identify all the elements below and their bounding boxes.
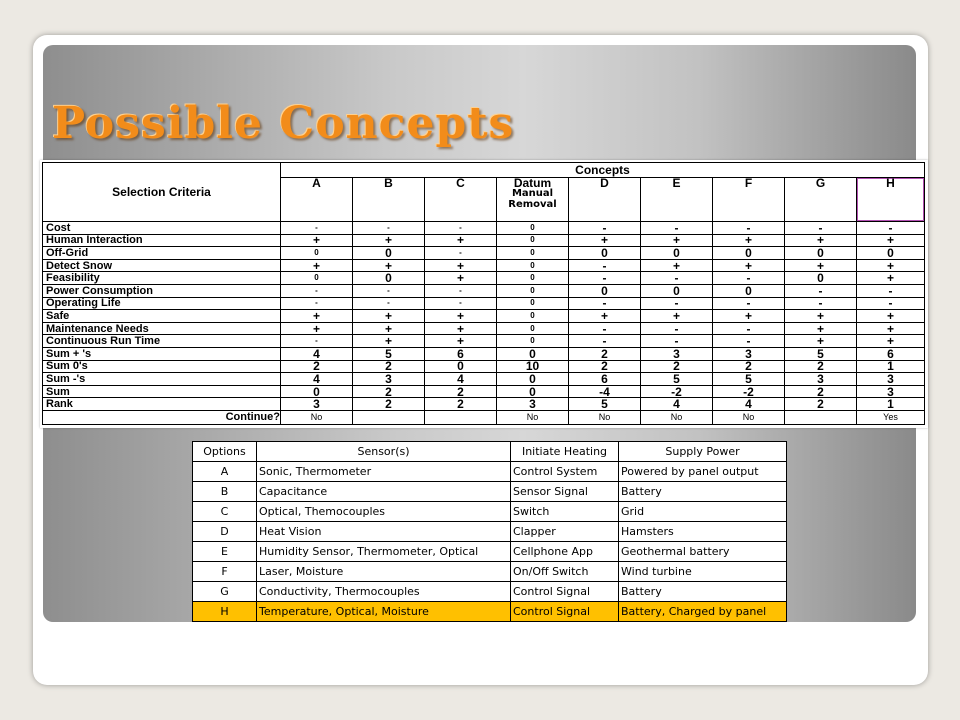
- score-cell: +: [281, 310, 353, 323]
- score-cell: -: [641, 222, 713, 235]
- option-heating: Control Signal: [511, 602, 619, 622]
- score-cell: +: [785, 335, 857, 348]
- score-cell: +: [281, 234, 353, 247]
- criterion-row: [43, 322, 925, 335]
- selection-criteria-header: Selection Criteria: [43, 163, 281, 222]
- score-cell: 0: [497, 297, 569, 310]
- score-cell: -: [569, 259, 641, 272]
- score-cell: -: [641, 322, 713, 335]
- option-power: Powered by panel output: [619, 462, 787, 482]
- concept-column-header: B: [353, 178, 425, 222]
- option-heating: Control System: [511, 462, 619, 482]
- summary-cell: 0: [425, 360, 497, 373]
- summary-cell: 2: [353, 385, 425, 398]
- summary-cell: 0: [497, 373, 569, 386]
- options-header-row: [193, 442, 787, 462]
- summary-cell: 6: [425, 347, 497, 360]
- score-cell: 0: [785, 272, 857, 285]
- criterion-row: [43, 335, 925, 348]
- score-cell: +: [785, 234, 857, 247]
- score-cell: +: [425, 322, 497, 335]
- summary-label: Sum -'s: [43, 373, 281, 386]
- continue-label: Continue?: [43, 410, 281, 424]
- score-cell: +: [425, 272, 497, 285]
- score-cell: 0: [569, 247, 641, 260]
- option-row-a: [193, 462, 787, 482]
- score-cell: -: [425, 222, 497, 235]
- concept-column-header: E: [641, 178, 713, 222]
- option-sensor: Sonic, Thermometer: [257, 462, 511, 482]
- option-heating: Control Signal: [511, 582, 619, 602]
- criterion-label: Maintenance Needs: [43, 322, 281, 335]
- continue-cell: No: [713, 410, 785, 424]
- option-row-c: [193, 502, 787, 522]
- score-cell: -: [785, 222, 857, 235]
- summary-row: [43, 398, 925, 411]
- continue-cell: [785, 410, 857, 424]
- score-cell: 0: [497, 259, 569, 272]
- score-cell: +: [353, 322, 425, 335]
- option-power: Wind turbine: [619, 562, 787, 582]
- summary-cell: 3: [713, 347, 785, 360]
- summary-cell: -2: [713, 385, 785, 398]
- score-cell: +: [641, 259, 713, 272]
- criterion-label: Safe: [43, 310, 281, 323]
- score-cell: 0: [497, 322, 569, 335]
- score-cell: +: [713, 310, 785, 323]
- summary-cell: 3: [857, 373, 925, 386]
- summary-cell: 10: [497, 360, 569, 373]
- score-cell: -: [857, 297, 925, 310]
- score-cell: 0: [281, 247, 353, 260]
- score-cell: -: [713, 272, 785, 285]
- score-cell: 0: [713, 284, 785, 297]
- options-header-cell: Supply Power: [619, 442, 787, 462]
- score-cell: 0: [497, 247, 569, 260]
- option-sensor: Temperature, Optical, Moisture: [257, 602, 511, 622]
- summary-label: Sum: [43, 385, 281, 398]
- score-cell: +: [281, 259, 353, 272]
- summary-cell: 1: [857, 360, 925, 373]
- summary-cell: 0: [497, 385, 569, 398]
- continue-cell: No: [281, 410, 353, 424]
- summary-row: [43, 373, 925, 386]
- score-cell: -: [857, 284, 925, 297]
- score-cell: +: [857, 322, 925, 335]
- option-power: Hamsters: [619, 522, 787, 542]
- score-cell: -: [641, 297, 713, 310]
- summary-cell: 6: [569, 373, 641, 386]
- option-row-h: [193, 602, 787, 622]
- criterion-label: Operating Life: [43, 297, 281, 310]
- score-cell: -: [569, 297, 641, 310]
- datum-column-header: [497, 178, 569, 222]
- selection-matrix-table: [42, 162, 925, 425]
- summary-cell: 4: [641, 398, 713, 411]
- summary-cell: 0: [281, 385, 353, 398]
- score-cell: 0: [785, 247, 857, 260]
- score-cell: +: [641, 234, 713, 247]
- score-cell: +: [281, 322, 353, 335]
- score-cell: +: [569, 310, 641, 323]
- summary-cell: 2: [281, 360, 353, 373]
- score-cell: +: [641, 310, 713, 323]
- summary-cell: 4: [281, 373, 353, 386]
- score-cell: -: [353, 222, 425, 235]
- criterion-row: [43, 272, 925, 285]
- summary-cell: 5: [569, 398, 641, 411]
- option-sensor: Humidity Sensor, Thermometer, Optical: [257, 542, 511, 562]
- option-sensor: Heat Vision: [257, 522, 511, 542]
- score-cell: 0: [569, 284, 641, 297]
- continue-cell: [353, 410, 425, 424]
- criterion-row: [43, 310, 925, 323]
- criterion-label: Power Consumption: [43, 284, 281, 297]
- summary-cell: 2: [425, 398, 497, 411]
- score-cell: +: [857, 259, 925, 272]
- option-letter: B: [193, 482, 257, 502]
- summary-cell: 3: [857, 385, 925, 398]
- option-letter: D: [193, 522, 257, 542]
- option-sensor: Optical, Themocouples: [257, 502, 511, 522]
- criterion-label: Feasibility: [43, 272, 281, 285]
- score-cell: 0: [497, 222, 569, 235]
- summary-cell: 2: [353, 398, 425, 411]
- option-sensor: Conductivity, Thermocouples: [257, 582, 511, 602]
- summary-cell: 2: [713, 360, 785, 373]
- options-table: [192, 441, 787, 622]
- summary-cell: -2: [641, 385, 713, 398]
- summary-label: Rank: [43, 398, 281, 411]
- score-cell: -: [641, 335, 713, 348]
- summary-cell: 4: [425, 373, 497, 386]
- score-cell: 0: [641, 247, 713, 260]
- score-cell: -: [281, 284, 353, 297]
- option-letter: H: [193, 602, 257, 622]
- summary-cell: 3: [353, 373, 425, 386]
- continue-cell: No: [641, 410, 713, 424]
- score-cell: 0: [641, 284, 713, 297]
- criterion-label: Detect Snow: [43, 259, 281, 272]
- summary-cell: 5: [785, 347, 857, 360]
- score-cell: -: [713, 222, 785, 235]
- score-cell: +: [857, 234, 925, 247]
- option-row-d: [193, 522, 787, 542]
- summary-cell: 5: [353, 347, 425, 360]
- summary-cell: 3: [281, 398, 353, 411]
- summary-cell: 2: [785, 398, 857, 411]
- summary-cell: -4: [569, 385, 641, 398]
- score-cell: +: [785, 310, 857, 323]
- score-cell: -: [569, 322, 641, 335]
- option-heating: Switch: [511, 502, 619, 522]
- continue-row: [43, 410, 925, 424]
- option-row-b: [193, 482, 787, 502]
- score-cell: -: [425, 297, 497, 310]
- score-cell: -: [641, 272, 713, 285]
- score-cell: +: [857, 335, 925, 348]
- datum-label: Datum: [513, 176, 552, 190]
- option-sensor: Laser, Moisture: [257, 562, 511, 582]
- score-cell: -: [713, 297, 785, 310]
- option-row-e: [193, 542, 787, 562]
- score-cell: +: [425, 310, 497, 323]
- summary-cell: 3: [641, 347, 713, 360]
- score-cell: -: [569, 335, 641, 348]
- option-power: Geothermal battery: [619, 542, 787, 562]
- option-power: Grid: [619, 502, 787, 522]
- score-cell: +: [713, 234, 785, 247]
- concept-column-header: H: [857, 178, 925, 222]
- summary-row: [43, 347, 925, 360]
- score-cell: +: [785, 322, 857, 335]
- score-cell: +: [353, 335, 425, 348]
- option-heating: On/Off Switch: [511, 562, 619, 582]
- continue-cell: No: [497, 410, 569, 424]
- option-power: Battery: [619, 582, 787, 602]
- concept-column-header: D: [569, 178, 641, 222]
- score-cell: -: [569, 222, 641, 235]
- criterion-row: [43, 247, 925, 260]
- options-header-cell: Sensor(s): [257, 442, 511, 462]
- options-header-cell: Initiate Heating: [511, 442, 619, 462]
- summary-cell: 6: [857, 347, 925, 360]
- score-cell: 0: [713, 247, 785, 260]
- criterion-label: Human Interaction: [43, 234, 281, 247]
- summary-cell: 5: [713, 373, 785, 386]
- score-cell: +: [785, 259, 857, 272]
- concepts-header: Concepts: [281, 163, 925, 178]
- summary-cell: 2: [569, 360, 641, 373]
- score-cell: +: [425, 234, 497, 247]
- concept-column-header: G: [785, 178, 857, 222]
- summary-cell: 4: [713, 398, 785, 411]
- score-cell: 0: [353, 247, 425, 260]
- summary-cell: 0: [497, 347, 569, 360]
- option-letter: G: [193, 582, 257, 602]
- concept-column-header: C: [425, 178, 497, 222]
- score-cell: +: [425, 335, 497, 348]
- continue-cell: [425, 410, 497, 424]
- option-letter: A: [193, 462, 257, 482]
- criterion-label: Off-Grid: [43, 247, 281, 260]
- option-letter: E: [193, 542, 257, 562]
- score-cell: -: [857, 222, 925, 235]
- score-cell: -: [425, 284, 497, 297]
- summary-row: [43, 360, 925, 373]
- score-cell: -: [713, 322, 785, 335]
- concept-selection-matrix: [40, 160, 928, 428]
- summary-cell: 3: [497, 398, 569, 411]
- summary-row: [43, 385, 925, 398]
- matrix-body: [43, 222, 925, 425]
- criterion-row: [43, 297, 925, 310]
- concept-column-header: A: [281, 178, 353, 222]
- option-heating: Sensor Signal: [511, 482, 619, 502]
- summary-cell: 2: [425, 385, 497, 398]
- score-cell: 0: [281, 272, 353, 285]
- score-cell: +: [425, 259, 497, 272]
- score-cell: +: [713, 259, 785, 272]
- score-cell: +: [569, 234, 641, 247]
- score-cell: 0: [497, 272, 569, 285]
- criterion-row: [43, 284, 925, 297]
- summary-label: Sum + 's: [43, 347, 281, 360]
- score-cell: -: [353, 297, 425, 310]
- summary-cell: 2: [569, 347, 641, 360]
- datum-subtitle: Manual Removal: [508, 188, 557, 210]
- score-cell: -: [713, 335, 785, 348]
- options-body: [193, 462, 787, 622]
- summary-cell: 2: [353, 360, 425, 373]
- option-heating: Clapper: [511, 522, 619, 542]
- summary-cell: 2: [785, 360, 857, 373]
- option-heating: Cellphone App: [511, 542, 619, 562]
- score-cell: +: [353, 310, 425, 323]
- summary-cell: 4: [281, 347, 353, 360]
- summary-cell: 2: [785, 385, 857, 398]
- continue-cell: Yes: [857, 410, 925, 424]
- score-cell: +: [857, 272, 925, 285]
- score-cell: -: [281, 222, 353, 235]
- score-cell: -: [785, 284, 857, 297]
- option-sensor: Capacitance: [257, 482, 511, 502]
- continue-cell: No: [569, 410, 641, 424]
- score-cell: -: [353, 284, 425, 297]
- score-cell: +: [857, 310, 925, 323]
- score-cell: -: [281, 297, 353, 310]
- summary-cell: 3: [785, 373, 857, 386]
- score-cell: 0: [353, 272, 425, 285]
- summary-cell: 1: [857, 398, 925, 411]
- criterion-label: Continuous Run Time: [43, 335, 281, 348]
- summary-cell: 5: [641, 373, 713, 386]
- score-cell: 0: [857, 247, 925, 260]
- slide-title: Possible Concepts: [52, 98, 515, 149]
- summary-label: Sum 0's: [43, 360, 281, 373]
- score-cell: -: [785, 297, 857, 310]
- score-cell: -: [425, 247, 497, 260]
- option-row-f: [193, 562, 787, 582]
- criterion-label: Cost: [43, 222, 281, 235]
- concept-column-header: F: [713, 178, 785, 222]
- score-cell: -: [281, 335, 353, 348]
- option-power: Battery: [619, 482, 787, 502]
- score-cell: -: [569, 272, 641, 285]
- option-letter: F: [193, 562, 257, 582]
- score-cell: +: [353, 259, 425, 272]
- score-cell: 0: [497, 234, 569, 247]
- options-header-cell: Options: [193, 442, 257, 462]
- score-cell: 0: [497, 310, 569, 323]
- criterion-row: [43, 259, 925, 272]
- criterion-row: [43, 222, 925, 235]
- option-row-g: [193, 582, 787, 602]
- score-cell: +: [353, 234, 425, 247]
- summary-cell: 2: [641, 360, 713, 373]
- option-letter: C: [193, 502, 257, 522]
- criterion-row: [43, 234, 925, 247]
- score-cell: 0: [497, 335, 569, 348]
- option-power: Battery, Charged by panel: [619, 602, 787, 622]
- score-cell: 0: [497, 284, 569, 297]
